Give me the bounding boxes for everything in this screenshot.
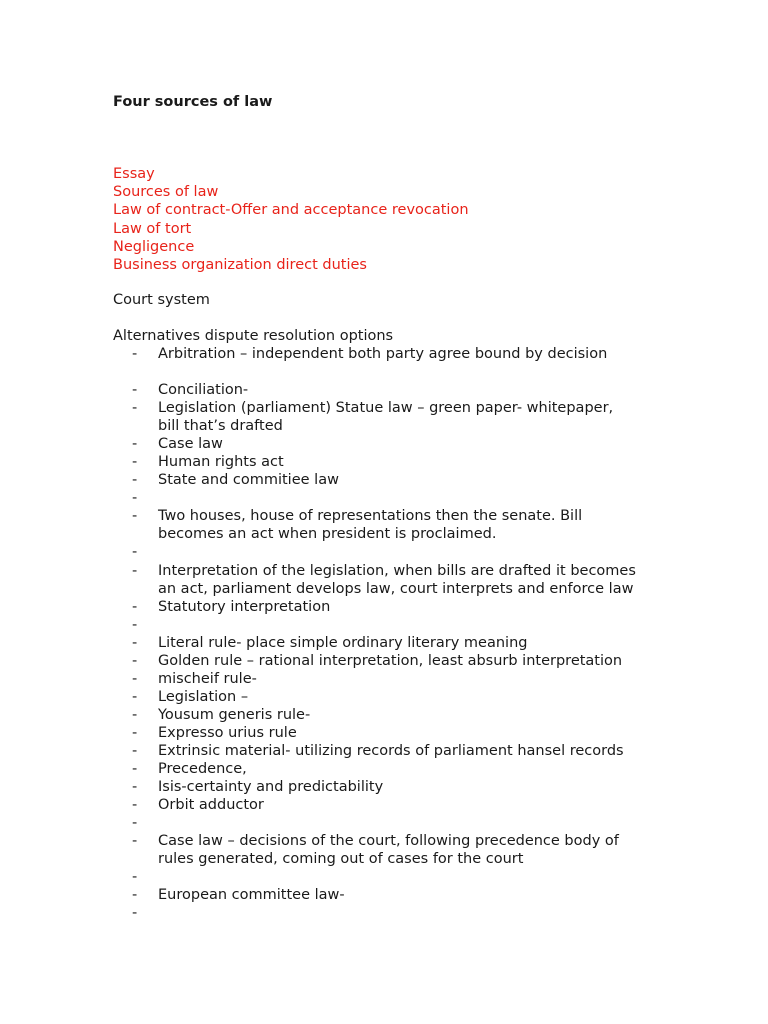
topic-item: Law of tort: [113, 220, 192, 237]
topic-item: Business organization direct duties: [113, 257, 367, 274]
list-item-empty: [113, 814, 673, 832]
topic-item: Negligence: [113, 238, 195, 255]
bullet-dash: -: [132, 688, 138, 705]
list-item: [113, 562, 673, 598]
list-item: [113, 670, 673, 688]
list-item: [113, 471, 673, 489]
bullet-dash: -: [132, 742, 138, 759]
list-item-text: Human rights act: [158, 454, 284, 471]
bullet-dash: -: [132, 706, 138, 723]
bullet-dash: -: [132, 634, 138, 651]
list-item-text: Expresso urius rule: [158, 724, 297, 741]
bullet-dash: -: [132, 670, 138, 687]
list-item: [113, 381, 673, 399]
list-item: [113, 742, 673, 760]
bullet-dash: -: [132, 400, 138, 417]
topic-item: Sources of law: [113, 184, 219, 201]
list-item: [113, 399, 673, 435]
bullet-list: [113, 345, 673, 922]
list-item-text: Interpretation of the legislation, when bills are drafted it becomes: [158, 562, 636, 579]
bullet-dash: -: [132, 905, 138, 922]
list-item-text: Literal rule- place simple ordinary literary meaning: [158, 634, 528, 651]
court-system-heading: Court system: [113, 292, 210, 308]
list-item-text: Yousum generis rule-: [158, 706, 311, 723]
list-item-text-continued: rules generated, coming out of cases for the court: [158, 851, 524, 868]
list-item: [113, 796, 673, 814]
list-item: [113, 886, 673, 904]
list-item-empty: [113, 904, 673, 922]
bullet-dash: -: [132, 833, 138, 850]
topic-item: Law of contract-Offer and acceptance revocation: [113, 202, 469, 219]
bullet-dash: -: [132, 779, 138, 796]
list-item-text: State and commitiee law: [158, 472, 339, 489]
bullet-dash: -: [132, 724, 138, 741]
bullet-dash: -: [132, 887, 138, 904]
list-item-text: Isis-certainty and predictability: [158, 779, 384, 796]
list-item-text: mischeif rule-: [158, 670, 257, 687]
bullet-dash: -: [132, 815, 138, 832]
list-item: [113, 507, 673, 543]
bullet-dash: -: [132, 761, 138, 778]
bullet-dash: -: [132, 490, 138, 507]
list-item-text: Arbitration – independent both party agree bound by decision: [158, 346, 608, 362]
list-item: [113, 778, 673, 796]
list-item-text: Golden rule – rational interpretation, least absurb interpretation: [158, 652, 623, 669]
bullet-dash: -: [132, 454, 138, 471]
list-item-text: Two houses, house of representations then the senate. Bill: [158, 508, 583, 525]
list-item-text: Legislation –: [158, 688, 249, 705]
list-item: [113, 652, 673, 670]
list-item: [113, 598, 673, 616]
bullet-dash: -: [132, 797, 138, 814]
adr-heading: Alternatives dispute resolution options: [113, 328, 394, 344]
list-item-text: Case law: [158, 436, 223, 453]
list-item-empty: [113, 616, 673, 634]
list-item: [113, 453, 673, 471]
list-item: [113, 760, 673, 778]
list-item-text: European committee law-: [158, 887, 345, 904]
list-item-text: Extrinsic material- utilizing records of parliament hansel records: [158, 742, 624, 759]
bullet-dash: -: [132, 508, 138, 525]
bullet-dash: -: [132, 616, 138, 633]
list-item-empty: [113, 543, 673, 561]
list-item: [113, 688, 673, 706]
bullet-dash: -: [132, 472, 138, 489]
list-item: [113, 634, 673, 652]
bullet-dash: -: [132, 869, 138, 886]
list-item-text: Case law – decisions of the court, following precedence body of: [158, 833, 619, 850]
bullet-dash: -: [132, 598, 138, 615]
list-item-empty: [113, 489, 673, 507]
bullet-dash: -: [132, 382, 138, 399]
list-item-text: Orbit adductor: [158, 797, 264, 814]
list-item-text-continued: an act, parliament develops law, court interprets and enforce law: [158, 580, 634, 597]
list-item-text: Conciliation-: [158, 382, 249, 399]
list-item: [113, 724, 673, 742]
list-item-text: Precedence,: [158, 761, 247, 778]
topic-list: [113, 165, 469, 274]
page-title: Four sources of law: [113, 94, 273, 110]
bullet-dash: -: [132, 436, 138, 453]
list-item: [113, 345, 673, 363]
list-item-text-continued: bill that’s drafted: [158, 418, 283, 435]
list-item-text-continued: becomes an act when president is proclaimed.: [158, 526, 497, 543]
list-item-empty: [113, 868, 673, 886]
bullet-dash: -: [132, 652, 138, 669]
list-item: [113, 832, 673, 868]
list-item-text: Legislation (parliament) Statue law – green paper- whitepaper,: [158, 400, 614, 417]
bullet-dash: -: [132, 562, 138, 579]
topic-item: Essay: [113, 166, 155, 182]
list-item-text: Statutory interpretation: [158, 598, 331, 615]
list-item: [113, 435, 673, 453]
bullet-dash: -: [132, 346, 138, 362]
bullet-dash: -: [132, 544, 138, 561]
list-item: [113, 706, 673, 724]
blank-line: [113, 363, 673, 381]
